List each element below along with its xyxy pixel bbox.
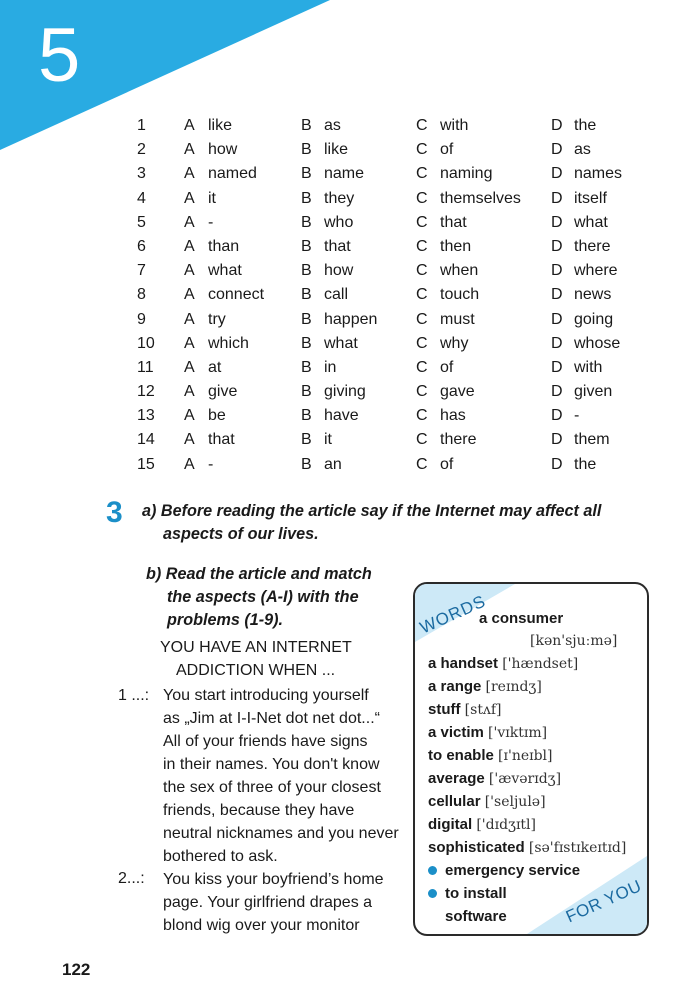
option-d: the [574,117,597,134]
option-c: must [440,310,475,328]
option-d: whose [574,334,621,352]
option-c: that [440,213,467,231]
option-d: names [574,165,623,183]
question-number: 5 [137,213,146,231]
bullet-icon [428,866,437,875]
option-letter-a: A [184,286,195,304]
question-number: 2 [137,141,146,159]
question-number: 15 [137,455,155,473]
option-letter-b: B [301,310,312,328]
option-d: with [574,358,603,376]
option-d: given [574,383,613,401]
item-line: friends, because they have [163,802,355,819]
vocab-entry: a range [reɪndʒ] [428,678,542,695]
vocabulary-box [413,582,649,936]
option-letter-d: D [551,431,563,449]
question-number: 9 [137,310,146,328]
option-a: named [208,165,257,183]
option-c: touch [440,286,480,304]
option-letter-d: D [551,237,563,255]
exercise-b-line2: the aspects (A-I) with the [167,588,359,606]
option-a: that [208,431,235,449]
option-letter-b: B [301,455,312,473]
exercise-a-line1: a) Before reading the article say if the Internet may affect all [142,502,602,520]
vocab-bullet: emergency service [428,862,580,879]
option-a: - [208,213,214,231]
option-letter-d: D [551,286,563,304]
option-d: the [574,455,597,473]
item-line: You kiss your boyfriend’s home [163,871,384,888]
option-letter-a: A [184,213,195,231]
option-letter-d: D [551,407,563,425]
option-letter-a: A [184,262,195,280]
question-number: 1 [137,117,146,134]
option-letter-d: D [551,310,563,328]
option-letter-c: C [416,286,428,304]
option-letter-d: D [551,165,563,183]
option-b: it [324,431,332,449]
option-letter-b: B [301,237,312,255]
item-line: blond wig over your monitor [163,917,360,934]
option-c: there [440,431,477,449]
option-d: itself [574,189,607,207]
question-number: 6 [137,237,146,255]
option-letter-c: C [416,213,428,231]
vocab-bullet-continuation: software [445,908,507,925]
option-d: what [574,213,608,231]
option-letter-c: C [416,237,428,255]
option-letter-d: D [551,383,563,401]
option-d: - [574,407,580,425]
option-letter-c: C [416,117,428,134]
option-letter-c: C [416,334,428,352]
question-number: 11 [137,358,154,376]
option-letter-c: C [416,383,428,401]
option-letter-b: B [301,334,312,352]
option-letter-a: A [184,358,195,376]
question-number: 12 [137,383,155,401]
option-b: what [324,334,358,352]
option-letter-c: C [416,310,428,328]
item-line: as „Jim at I-I-Net dot net dot...“ [163,710,380,727]
option-b: how [324,262,354,280]
unit-number: 5 [38,13,81,98]
bullet-icon [428,889,437,898]
option-b: an [324,455,342,473]
option-letter-c: C [416,407,428,425]
page-number: 122 [62,960,91,979]
option-a: what [208,262,242,280]
vocab-ipa: [kən'sjuːmə] [530,633,618,649]
question-number: 10 [137,334,155,352]
option-letter-b: B [301,262,312,280]
option-d: news [574,286,612,304]
vocab-word: a consumer [479,610,564,627]
article-title-line1: YOU HAVE AN INTERNET [160,639,352,656]
option-letter-a: A [184,165,195,183]
option-letter-c: C [416,358,428,376]
item-number: 1 ...: [118,687,150,704]
question-number: 3 [137,165,146,183]
option-letter-b: B [301,189,312,207]
option-letter-a: A [184,431,195,449]
item-line: bothered to ask. [163,848,278,865]
option-letter-a: A [184,383,195,401]
option-b: in [324,358,337,376]
option-c: of [440,455,454,473]
vocab-entry: stuff [stʌf] [428,701,502,718]
option-c: of [440,358,454,376]
option-a: at [208,358,222,376]
option-letter-d: D [551,455,563,473]
exercise-a-instruction [142,500,632,546]
option-c: has [440,407,466,425]
option-b: they [324,189,355,207]
option-letter-c: C [416,165,428,183]
vocab-entry: average ['ævərɪdʒ] [428,770,562,787]
option-d: going [574,310,614,328]
option-letter-a: A [184,141,195,159]
option-letter-b: B [301,213,312,231]
words-label: WORDS [417,591,489,638]
option-letter-b: B [301,407,312,425]
option-letter-d: D [551,213,563,231]
option-letter-d: D [551,141,563,159]
option-a: try [208,310,226,328]
option-c: themselves [440,189,521,207]
item-line: neutral nicknames and you never [163,825,399,842]
item-text [163,684,413,868]
option-letter-d: D [551,358,563,376]
vocab-entry: sophisticated [sə'fɪstɪkeɪtɪd] [428,839,627,856]
option-letter-b: B [301,383,312,401]
exercise-b-line1: b) Read the article and match [146,565,372,583]
vocab-entry: digital ['dɪdʒɪtl] [428,816,537,833]
option-a: which [208,334,249,352]
option-b: name [324,165,365,183]
option-letter-b: B [301,431,312,449]
option-b: like [324,141,349,159]
option-letter-b: B [301,141,312,159]
option-letter-d: D [551,334,563,352]
option-d: there [574,237,611,255]
option-b: that [324,237,351,255]
option-letter-d: D [551,189,563,207]
item-line: the sex of three of your closest [163,779,381,796]
option-c: when [440,262,479,280]
option-a: be [208,407,226,425]
option-a: connect [208,286,265,304]
option-d: them [574,431,610,449]
option-a: like [208,117,233,134]
item-line: You start introducing yourself [163,687,369,704]
option-letter-c: C [416,455,428,473]
item-line: page. Your girlfriend drapes a [163,894,373,911]
option-c: with [440,117,469,134]
option-letter-a: A [184,237,195,255]
option-a: give [208,383,238,401]
option-letter-b: B [301,117,312,134]
exercise-number: 3 [106,496,123,529]
vocab-entry: a victim ['vɪktɪm] [428,724,548,741]
question-number: 13 [137,407,155,425]
exercise-a-line2: aspects of our lives. [163,525,319,543]
option-a: than [208,237,240,255]
option-letter-c: C [416,262,428,280]
option-a: - [208,455,214,473]
item-text [163,868,413,937]
option-letter-d: D [551,262,563,280]
option-b: have [324,407,359,425]
option-letter-a: A [184,310,195,328]
option-letter-c: C [416,431,428,449]
option-letter-d: D [551,117,563,134]
vocab-bullet: to install [428,885,507,902]
option-b: call [324,286,349,304]
option-c: naming [440,165,493,183]
option-letter-c: C [416,189,428,207]
vocab-entry: cellular ['seljulə] [428,793,546,810]
article-title-line2: ADDICTION WHEN ... [176,662,336,679]
option-b: as [324,117,341,134]
option-c: of [440,141,454,159]
exercise-b-line3: problems (1-9). [167,611,284,629]
question-number: 8 [137,286,146,304]
option-b: happen [324,310,378,328]
option-b: giving [324,383,366,401]
option-letter-b: B [301,358,312,376]
option-c: why [440,334,469,352]
option-letter-a: A [184,407,195,425]
vocab-entry: to enable [ɪ'neɪbl] [428,747,553,764]
option-letter-a: A [184,189,195,207]
exercise-b-instruction [146,563,386,632]
option-letter-b: B [301,286,312,304]
question-number: 4 [137,189,146,207]
option-letter-a: A [184,117,195,134]
option-a: it [208,189,216,207]
option-letter-c: C [416,141,428,159]
option-d: as [574,141,591,159]
question-number: 14 [137,431,155,449]
article-title [160,636,400,682]
question-number: 7 [137,262,146,280]
option-letter-a: A [184,334,195,352]
option-letter-a: A [184,455,195,473]
item-number: 2...: [118,870,145,887]
option-letter-b: B [301,165,312,183]
for-you-label: FOR YOU [563,876,645,927]
option-c: then [440,237,472,255]
item-line: in their names. You don't know [163,756,380,773]
option-c: gave [440,383,475,401]
item-line: All of your friends have signs [163,733,368,750]
option-b: who [324,213,354,231]
option-d: where [574,262,618,280]
option-a: how [208,141,238,159]
vocab-entry: a handset ['hændset] [428,655,579,672]
